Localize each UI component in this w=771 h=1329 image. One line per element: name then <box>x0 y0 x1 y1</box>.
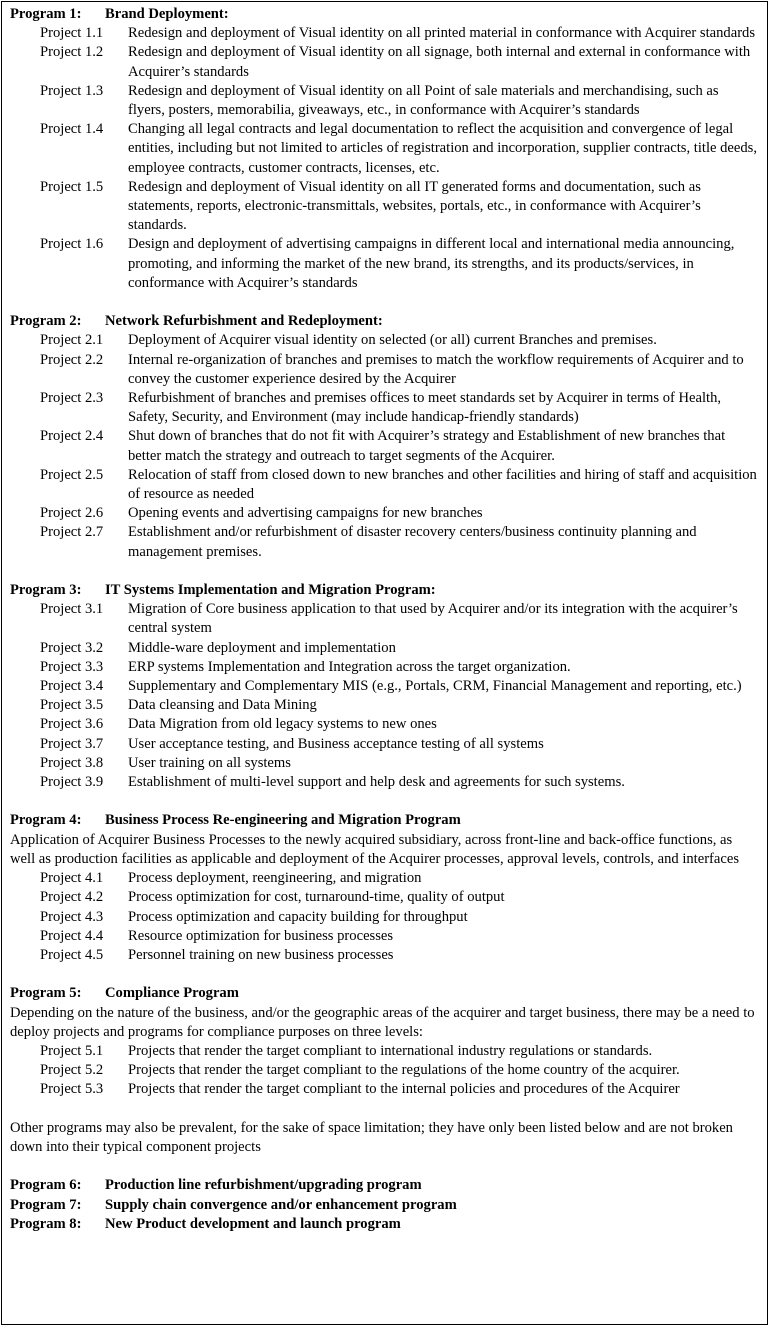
program-title: IT Systems Implementation and Migration Program: <box>105 582 436 599</box>
project-item <box>10 178 759 236</box>
program-number: Program 4: <box>10 812 82 829</box>
project-number: Project 2.1 <box>40 332 104 349</box>
project-number: Project 1.6 <box>40 236 104 253</box>
program-title: Business Process Re-engineering and Migration Program <box>105 812 461 829</box>
program-5-section <box>10 984 759 1099</box>
project-number: Project 4.1 <box>40 870 104 887</box>
project-text: Relocation of staff from closed down to new branches and other facilities and hiring of staff and acquisition of resource as needed <box>128 466 757 503</box>
program-number: Program 7: <box>10 1196 82 1213</box>
project-item <box>10 754 759 773</box>
program-2-section <box>10 312 759 562</box>
project-number: Project 3.5 <box>40 697 104 714</box>
project-item <box>10 888 759 907</box>
program-heading <box>10 984 759 1003</box>
project-text: Redesign and deployment of Visual identity on all printed material in conformance with Acquirer standards <box>128 25 756 42</box>
project-item <box>10 773 759 792</box>
project-text: ERP systems Implementation and Integration across the target organization. <box>128 658 571 675</box>
project-text: Establishment of multi-level support and help desk and agreements for such systems. <box>128 774 625 791</box>
program-description: Depending on the nature of the business, and/or the geographic areas of the acquirer and target business, there may be a need to deploy projects and programs for compliance purposes on three levels: <box>10 1004 755 1040</box>
project-number: Project 2.3 <box>40 390 104 407</box>
project-text: Projects that render the target compliant to the regulations of the home country of the acquirer. <box>128 1062 680 1079</box>
project-number: Project 1.5 <box>40 178 104 195</box>
program-7-heading <box>10 1196 759 1215</box>
program-number: Program 8: <box>10 1215 82 1232</box>
project-text: Process optimization for cost, turnaround-time, quality of output <box>128 889 505 906</box>
program-heading <box>10 312 759 331</box>
project-text: User training on all systems <box>128 754 291 771</box>
project-text: User acceptance testing, and Business acceptance testing of all systems <box>128 735 544 752</box>
project-item <box>10 1080 759 1099</box>
project-text: Refurbishment of branches and premises offices to meet standards set by Acquirer in terms of Health, Safety, Security, and Environment (may include handicap-friendly standards) <box>128 390 722 426</box>
project-number: Project 3.2 <box>40 639 104 656</box>
project-item <box>10 427 759 465</box>
program-heading <box>10 5 759 24</box>
section-spacer <box>10 562 759 581</box>
section-spacer <box>10 965 759 984</box>
program-heading <box>10 811 759 830</box>
project-item <box>10 715 759 734</box>
program-4-section <box>10 811 759 965</box>
project-number: Project 3.4 <box>40 678 104 695</box>
program-number: Program 6: <box>10 1177 82 1194</box>
project-number: Project 3.9 <box>40 774 104 791</box>
project-text: Projects that render the target compliant to international industry regulations or standards. <box>128 1042 653 1059</box>
project-number: Project 2.5 <box>40 466 104 483</box>
project-number: Project 4.2 <box>40 889 104 906</box>
project-item <box>10 389 759 427</box>
program-1-section <box>10 5 759 293</box>
program-title: Compliance Program <box>105 985 239 1002</box>
section-spacer <box>10 1100 759 1119</box>
project-item <box>10 677 759 696</box>
project-number: Project 3.3 <box>40 658 104 675</box>
program-title: Production line refurbishment/upgrading program <box>105 1177 422 1194</box>
project-item <box>10 24 759 43</box>
project-text: Supplementary and Complementary MIS (e.g., Portals, CRM, Financial Management and reporting, etc.) <box>128 678 742 695</box>
project-text: Redesign and deployment of Visual identity on all Point of sale materials and merchandising, such as flyers, posters, memorabilia, giveaways, etc., in conformance with Acquirer’s standards <box>128 82 719 119</box>
project-item <box>10 908 759 927</box>
project-item <box>10 466 759 504</box>
project-number: Project 3.7 <box>40 735 104 752</box>
project-number: Project 4.5 <box>40 946 104 963</box>
project-number: Project 5.3 <box>40 1081 104 1098</box>
project-number: Project 3.1 <box>40 601 104 618</box>
project-text: Projects that render the target compliant to the internal policies and procedures of the Acquirer <box>128 1081 680 1098</box>
project-text: Establishment and/or refurbishment of disaster recovery centers/business continuity planning and management premises. <box>128 524 697 560</box>
section-spacer <box>10 1157 759 1176</box>
project-number: Project 4.3 <box>40 908 104 925</box>
project-item <box>10 235 759 293</box>
program-3-section <box>10 581 759 792</box>
project-number: Project 1.4 <box>40 121 104 138</box>
program-number: Program 1: <box>10 6 82 22</box>
project-number: Project 5.1 <box>40 1042 104 1059</box>
program-heading <box>10 581 759 600</box>
section-spacer <box>10 792 759 811</box>
program-number: Program 3: <box>10 582 82 599</box>
project-item <box>10 82 759 120</box>
program-description: Application of Acquirer Business Processes to the newly acquired subsidiary, across front-line and back-office functions, as well as production facilities as applicable and deployment of the Acquirer processes, approval levels, controls, and interfaces <box>10 831 740 867</box>
program-6-heading <box>10 1176 759 1195</box>
project-number: Project 3.8 <box>40 754 104 771</box>
project-number: Project 1.1 <box>40 25 104 42</box>
project-text: Shut down of branches that do not fit with Acquirer’s strategy and Establishment of new branches that better match the strategy and outreach to target segments of the Acquirer. <box>128 428 726 464</box>
project-number: Project 2.2 <box>40 351 104 368</box>
project-number: Project 3.6 <box>40 716 104 733</box>
document-page <box>1 1 768 1325</box>
project-text: Internal re-organization of branches and premises to match the workflow requirements of Acquirer and to convey the customer experience desired by the Acquirer <box>128 351 744 387</box>
project-text: Design and deployment of advertising campaigns in different local and international media announcing, promoting, and informing the market of the new brand, its strengths, and its products/services, in conformance with Acquirer’s standards <box>128 236 735 291</box>
program-8-heading <box>10 1215 759 1234</box>
project-item <box>10 869 759 888</box>
project-item <box>10 639 759 658</box>
project-number: Project 4.4 <box>40 927 104 944</box>
project-item <box>10 120 759 178</box>
project-text: Opening events and advertising campaigns for new branches <box>128 505 483 522</box>
project-item <box>10 600 759 638</box>
project-text: Process deployment, reengineering, and migration <box>128 870 422 887</box>
project-item <box>10 696 759 715</box>
program-title: Brand Deployment: <box>105 6 229 22</box>
project-item <box>10 523 759 561</box>
project-item <box>10 43 759 81</box>
project-text: Resource optimization for business processes <box>128 927 394 944</box>
project-item <box>10 1061 759 1080</box>
section-spacer <box>10 293 759 312</box>
project-number: Project 1.3 <box>40 82 104 99</box>
project-number: Project 2.6 <box>40 505 104 522</box>
project-number: Project 5.2 <box>40 1062 104 1079</box>
project-text: Data Migration from old legacy systems to new ones <box>128 716 437 733</box>
project-text: Redesign and deployment of Visual identity on all signage, both internal and external in conformance with Acquirer’s standards <box>128 44 751 80</box>
project-item <box>10 331 759 350</box>
project-item <box>10 927 759 946</box>
closing-note: Other programs may also be prevalent, for the sake of space limitation; they have only been listed below and are not broken down into their typical component projects <box>10 1119 733 1155</box>
project-text: Changing all legal contracts and legal documentation to reflect the acquisition and convergence of legal entities, including but not limited to articles of registration and incorporation, supplier contracts, title deeds, employee contracts, customer contracts, licenses, etc. <box>128 121 757 176</box>
project-item <box>10 658 759 677</box>
program-title: Supply chain convergence and/or enhancement program <box>105 1196 457 1213</box>
project-item <box>10 351 759 389</box>
project-text: Migration of Core business application to that used by Acquirer and/or its integration with the acquirer’s central system <box>128 601 738 637</box>
project-text: Personnel training on new business processes <box>128 946 394 963</box>
project-text: Deployment of Acquirer visual identity on selected (or all) current Branches and premises. <box>128 332 657 349</box>
program-number: Program 5: <box>10 985 82 1002</box>
project-text: Data cleansing and Data Mining <box>128 697 317 714</box>
project-text: Middle-ware deployment and implementation <box>128 639 396 656</box>
project-text: Process optimization and capacity building for throughput <box>128 908 468 925</box>
project-number: Project 2.4 <box>40 428 104 445</box>
program-title: Network Refurbishment and Redeployment: <box>105 313 383 330</box>
project-number: Project 1.2 <box>40 44 104 61</box>
project-number: Project 2.7 <box>40 524 104 541</box>
project-item <box>10 504 759 523</box>
program-title: New Product development and launch program <box>105 1215 401 1232</box>
program-number: Program 2: <box>10 313 82 330</box>
project-item <box>10 946 759 965</box>
project-item <box>10 1042 759 1061</box>
project-text: Redesign and deployment of Visual identity on all IT generated forms and documentation, such as statements, reports, electronic-transmittals, websites, portals, etc., in conformance with Acquirer’s standards. <box>128 178 701 234</box>
project-item <box>10 735 759 754</box>
